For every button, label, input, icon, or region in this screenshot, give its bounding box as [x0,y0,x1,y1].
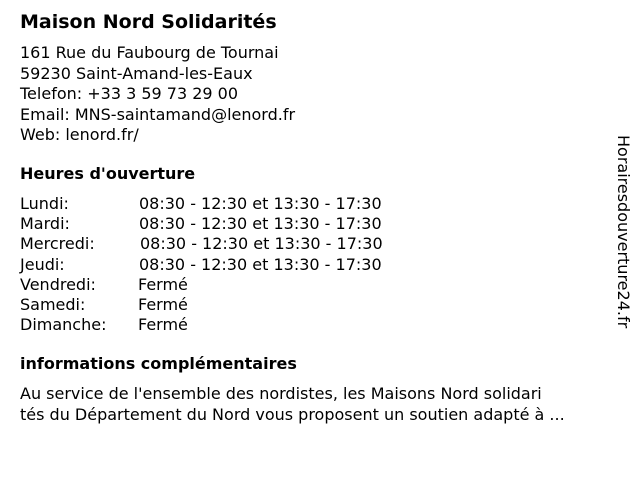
info-heading: informations complémentaires [20,354,297,373]
email-address: Email: MNS-saintamand@lenord.fr [20,104,296,124]
site-watermark: Horairesdouverture24.fr [614,135,633,329]
hours-value: 08:30 - 12:30 et 13:30 - 17:30 [139,254,382,274]
page-title: Maison Nord Solidarités [20,11,277,33]
hours-value: 08:30 - 12:30 et 13:30 - 17:30 [139,214,382,234]
day-label: Jeudi: [20,254,65,274]
day-label: Samedi: [20,294,86,314]
hours-value: 08:30 - 12:30 et 13:30 - 17:30 [139,194,382,213]
day-label: Lundi: [20,194,69,213]
day-label: Mercredi: [20,234,95,254]
street-address: 161 Rue du Faubourg de Tournai [20,43,279,62]
description-text [20,384,565,425]
description-line: tés du Département du Nord vous proposent un soutien adapté à ... [20,404,565,424]
hours-value: Fermé [138,294,188,314]
day-label: Dimanche: [20,315,107,335]
description-line: Au service de l'ensemble des nordistes, les Maisons Nord solidari [20,384,542,403]
hours-value: Fermé [138,274,188,294]
hours-value: 08:30 - 12:30 et 13:30 - 17:30 [140,234,383,254]
city-address: 59230 Saint-Amand-les-Eaux [20,63,253,83]
day-label: Mardi: [20,214,70,234]
phone-number: Telefon: +33 3 59 73 29 00 [20,84,239,103]
website-link: Web: lenord.fr/ [20,125,139,144]
hours-heading: Heures d'ouverture [20,164,196,183]
day-label: Vendredi: [20,274,96,294]
hours-value: Fermé [138,315,188,335]
address-block [20,43,295,146]
